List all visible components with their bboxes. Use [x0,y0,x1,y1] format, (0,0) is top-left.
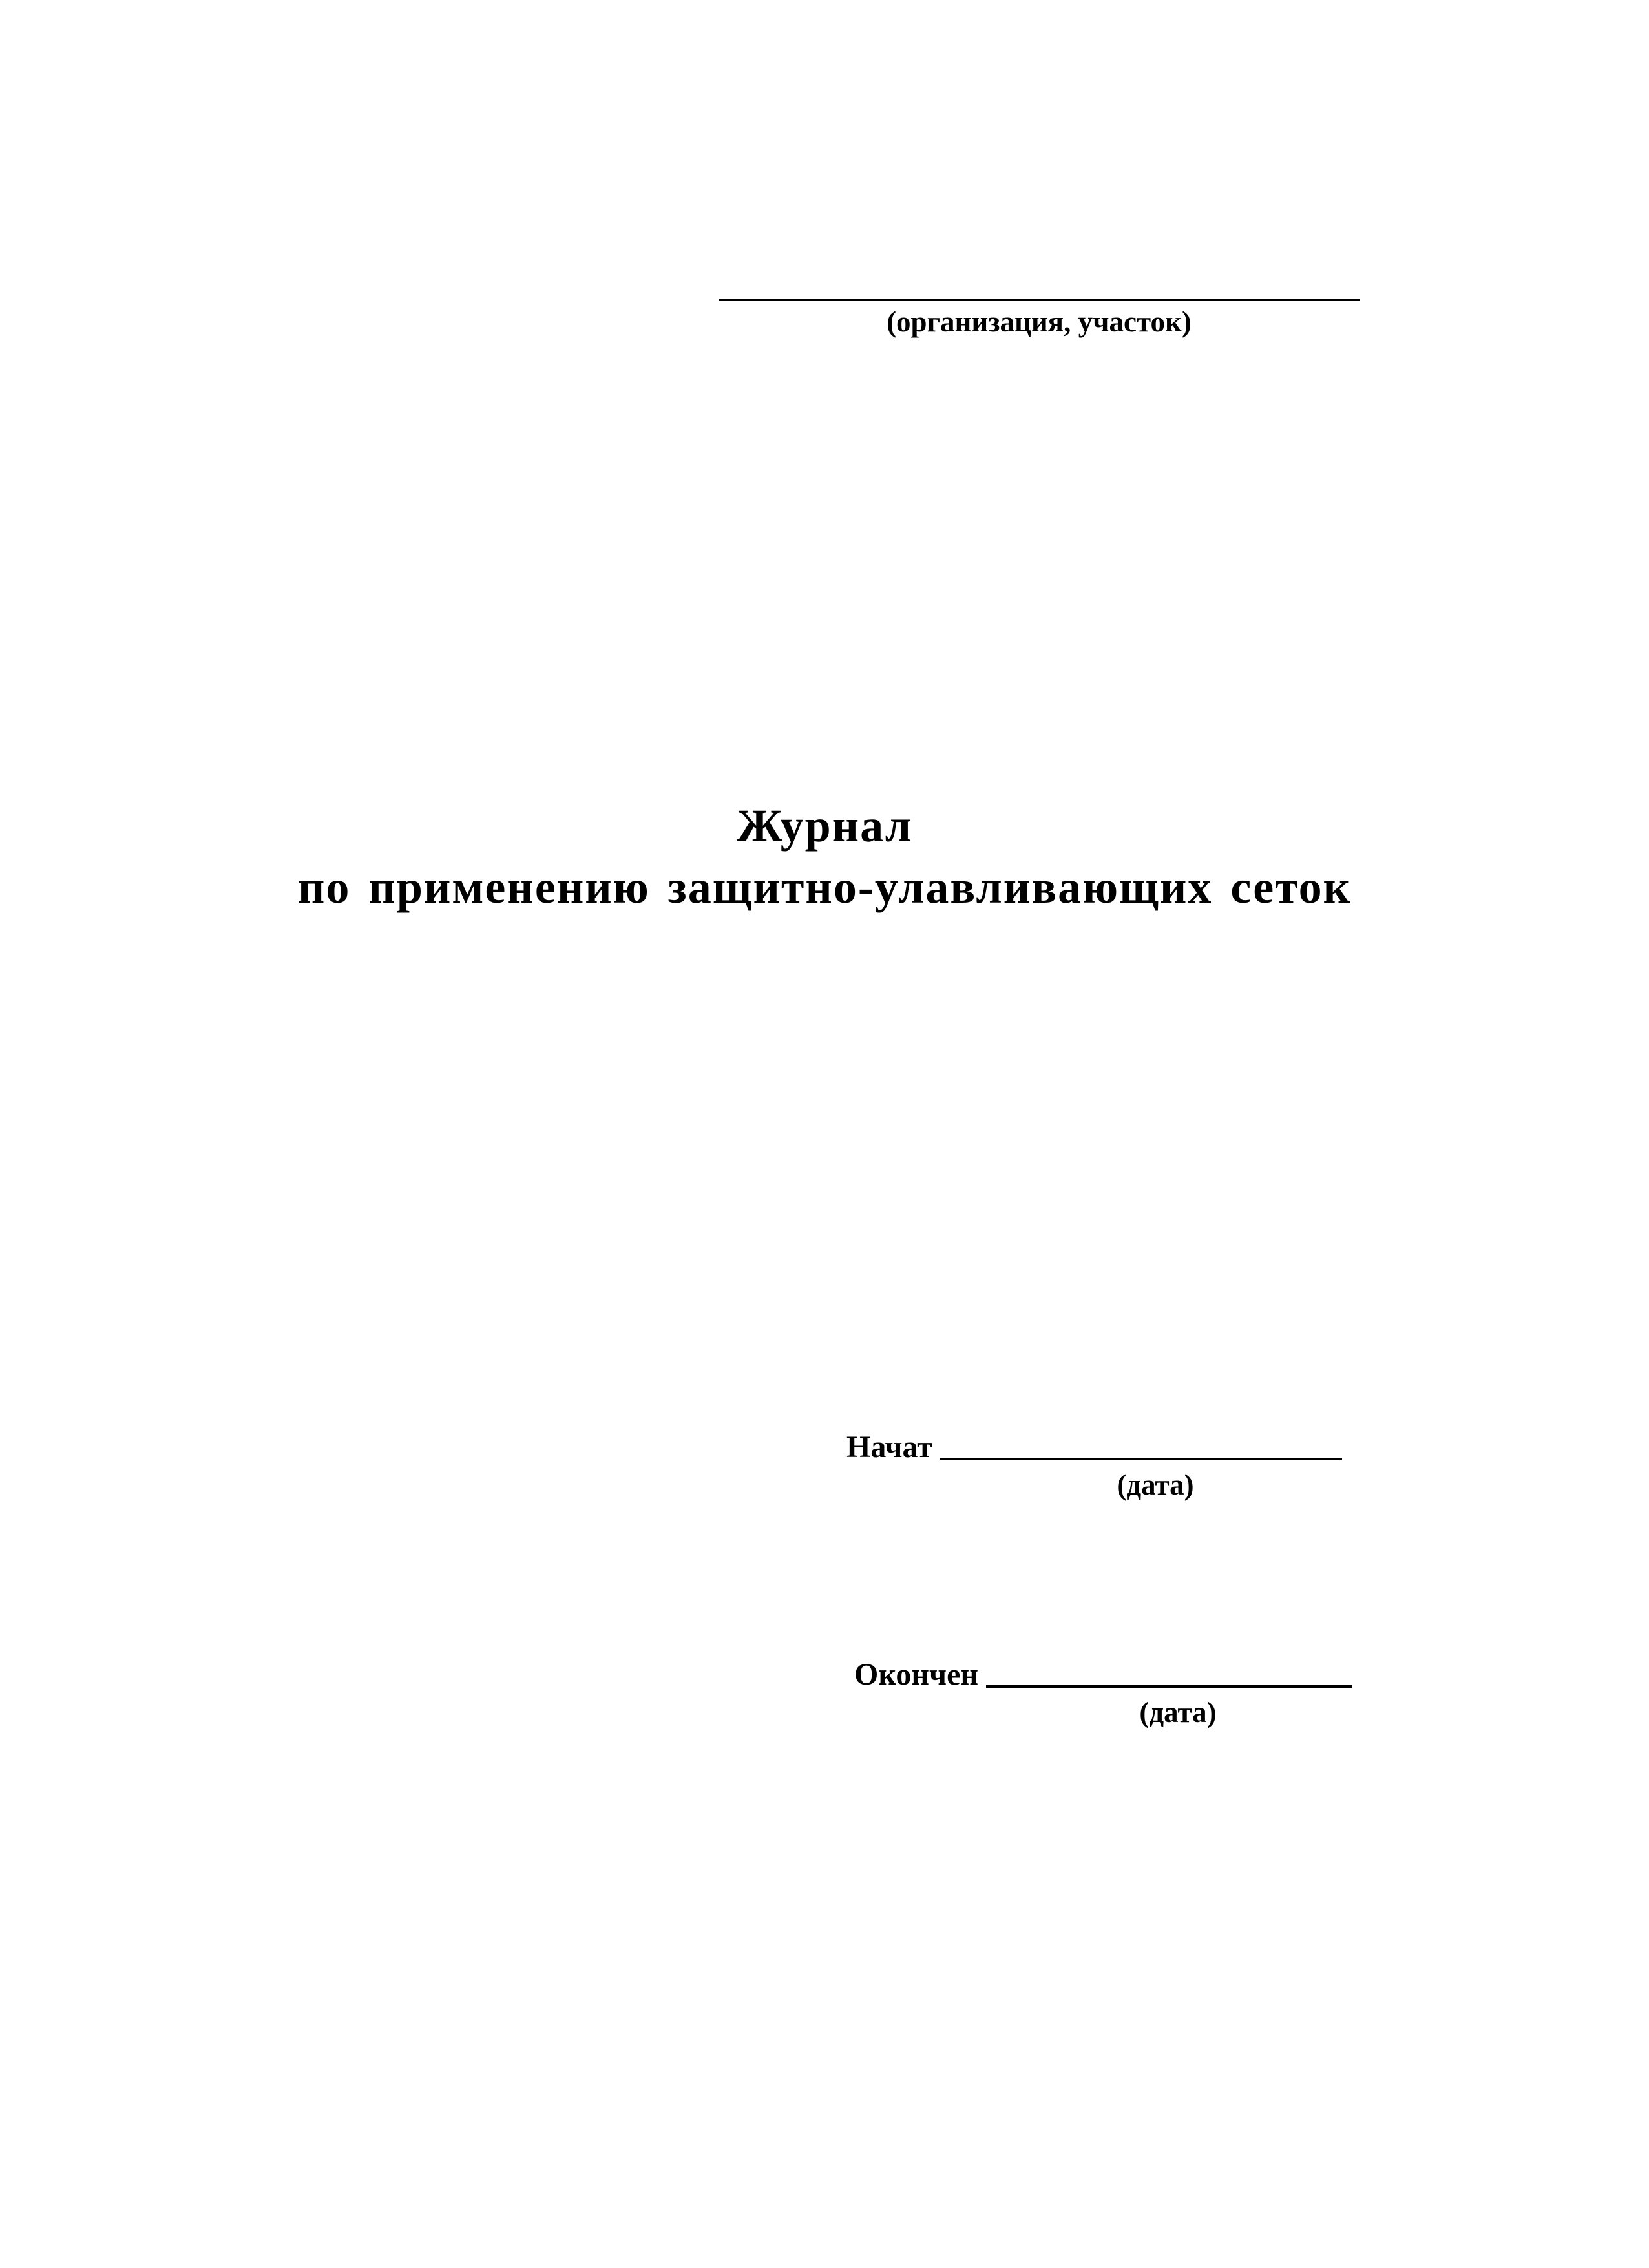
end-date-label: Окончен [854,1657,979,1692]
journal-subtitle: по применению защитно-улавливающих сеток [297,861,1352,913]
start-date-label: Начат [846,1430,932,1464]
end-date-field-line[interactable] [986,1657,1352,1688]
start-date-row [846,1428,1342,1467]
journal-title-block [0,793,1649,916]
end-date-row [854,1655,1352,1694]
start-date-field-line[interactable] [940,1429,1342,1460]
organization-field-line[interactable] [719,299,1360,301]
start-date-caption: (дата) [1117,1469,1194,1501]
end-date-caption: (дата) [1139,1696,1217,1728]
journal-title: Журнал [736,800,913,852]
organization-caption: (организация, участок) [887,306,1192,338]
